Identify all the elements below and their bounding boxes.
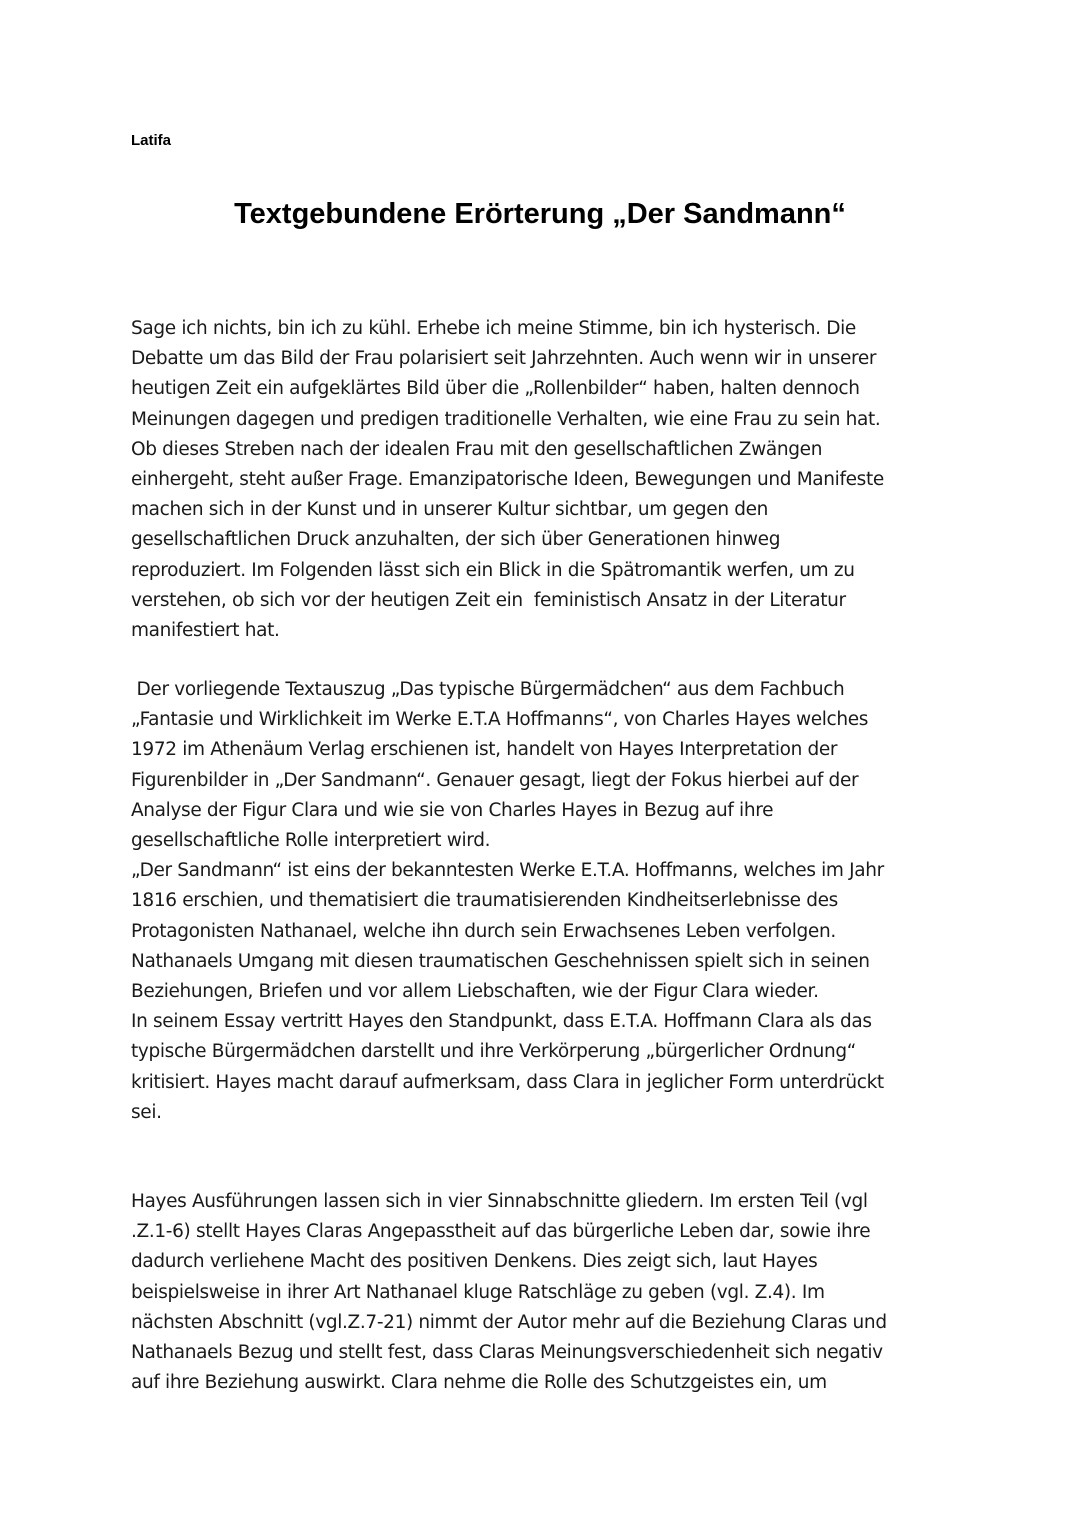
text-line: Hayes Ausführungen lassen sich in vier Sinnabschnitte gliedern. Im ersten Teil (vgl bbox=[131, 1191, 868, 1212]
text-line: Sage ich nichts, bin ich zu kühl. Erhebe ich meine Stimme, bin ich hysterisch. Die bbox=[131, 318, 856, 339]
paragraph-text-summary bbox=[131, 675, 961, 1128]
text-line: Protagonisten Nathanael, welche ihn durch sein Erwachsenes Leben verfolgen. bbox=[131, 920, 836, 942]
text-line: In seinem Essay vertritt Hayes den Standpunkt, dass E.T.A. Hoffmann Clara als das bbox=[131, 1011, 872, 1033]
text-line: machen sich in der Kunst und in unserer Kultur sichtbar, um gegen den bbox=[131, 499, 769, 521]
text-line: gesellschaftliche Rolle interpretiert wird. bbox=[131, 830, 491, 852]
text-line: Figurenbilder in „Der Sandmann“. Genauer gesagt, liegt der Fokus hierbei auf der bbox=[131, 769, 859, 791]
text-line: Ob dieses Streben nach der idealen Frau mit den gesellschaftlichen Zwängen bbox=[131, 438, 823, 460]
text-line: typische Bürgermädchen darstellt und ihre Verkörperung „bürgerlicher Ordnung“ bbox=[131, 1041, 856, 1063]
text-line: kritisiert. Hayes macht darauf aufmerksam, dass Clara in jeglicher Form unterdrückt bbox=[131, 1071, 884, 1093]
text-line: „Der Sandmann“ ist eins der bekanntesten Werke E.T.A. Hoffmanns, welches im Jahr bbox=[131, 860, 884, 882]
text-line: sei. bbox=[131, 1101, 162, 1123]
text-line: gesellschaftlichen Druck anzuhalten, der sich über Generationen hinweg bbox=[131, 529, 781, 551]
text-line: .Z.1-6) stellt Hayes Claras Angepasstheit auf das bürgerliche Leben dar, sowie ihre bbox=[131, 1221, 871, 1243]
text-line: dadurch verliehene Macht des positiven Denkens. Dies zeigt sich, laut Hayes bbox=[131, 1251, 818, 1273]
text-line: Nathanaels Bezug und stellt fest, dass Claras Meinungsverschiedenheit sich negativ bbox=[131, 1342, 883, 1364]
text-line: „Fantasie und Wirklichkeit im Werke E.T.A Hoffmanns“, von Charles Hayes welches bbox=[131, 709, 869, 731]
text-line: Nathanaels Umgang mit diesen traumatischen Geschehnissen spielt sich in seinen bbox=[131, 950, 870, 972]
text-line: verstehen, ob sich vor der heutigen Zeit ein feministisch Ansatz in der Literatur bbox=[131, 589, 846, 611]
text-line: Analyse der Figur Clara und wie sie von Charles Hayes in Bezug auf ihre bbox=[131, 799, 774, 821]
text-line: Meinungen dagegen und predigen traditionelle Verhalten, wie eine Frau zu sein hat. bbox=[131, 408, 881, 430]
paragraph-structure-analysis bbox=[131, 1187, 961, 1398]
text-line: nächsten Abschnitt (vgl.Z.7-21) nimmt der Autor mehr auf die Beziehung Claras und bbox=[131, 1311, 887, 1333]
text-line: 1816 erschien, und thematisiert die traumatisierenden Kindheitserlebnisse des bbox=[131, 890, 838, 912]
author-name: Latifa bbox=[131, 132, 172, 149]
text-line: 1972 im Athenäum Verlag erschienen ist, handelt von Hayes Interpretation der bbox=[131, 739, 838, 761]
text-line: Debatte um das Bild der Frau polarisiert seit Jahrzehnten. Auch wenn wir in unserer bbox=[131, 348, 877, 370]
text-line: beispielsweise in ihrer Art Nathanael kluge Ratschläge zu geben (vgl. Z.4). Im bbox=[131, 1281, 825, 1303]
text-line: einhergeht, steht außer Frage. Emanzipatorische Ideen, Bewegungen und Manifeste bbox=[131, 469, 884, 491]
paragraph-introduction bbox=[131, 314, 961, 646]
text-line: auf ihre Beziehung auswirkt. Clara nehme die Rolle des Schutzgeistes ein, um bbox=[131, 1372, 827, 1394]
text-line: reproduziert. Im Folgenden lässt sich ein Blick in die Spätromantik werfen, um zu bbox=[131, 559, 855, 581]
text-line: Der vorliegende Textauszug „Das typische Bürgermädchen“ aus dem Fachbuch bbox=[131, 679, 845, 700]
document-title: Textgebundene Erörterung „Der Sandmann“ bbox=[234, 198, 846, 230]
text-line: Beziehungen, Briefen und vor allem Liebschaften, wie der Figur Clara wieder. bbox=[131, 981, 819, 1003]
text-line: heutigen Zeit ein aufgeklärtes Bild über die „Rollenbilder“ haben, halten dennoch bbox=[131, 378, 860, 400]
text-line: manifestiert hat. bbox=[131, 620, 280, 642]
